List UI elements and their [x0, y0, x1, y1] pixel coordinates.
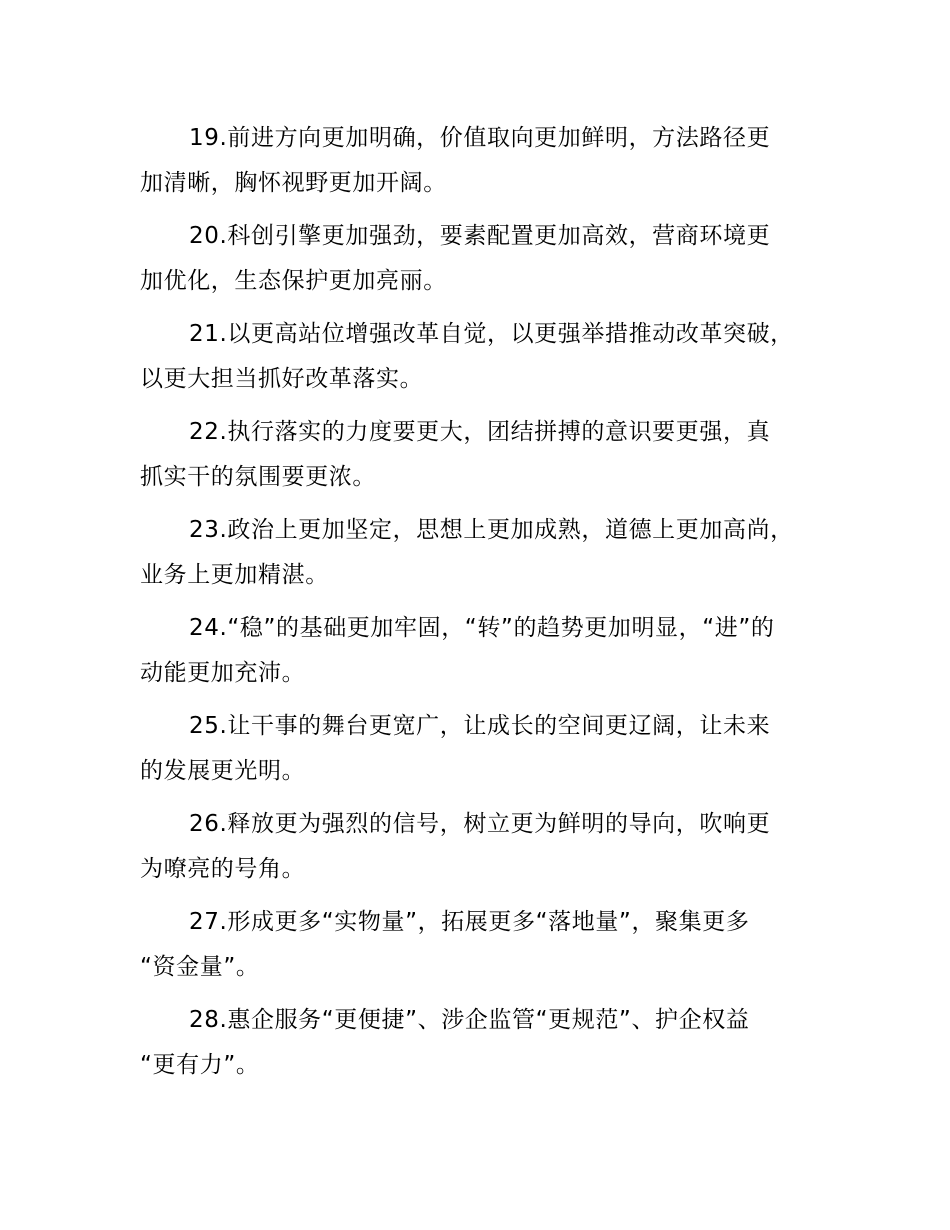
paragraph-line: 的发展更光明。 — [140, 758, 306, 784]
paragraph-28 — [140, 998, 834, 1088]
paragraph-22 — [140, 410, 834, 500]
paragraph-20 — [140, 214, 834, 304]
paragraph-26 — [140, 802, 834, 892]
paragraph-line: 20.科创引擎更加强劲，要素配置更加高效，营商环境更 — [189, 223, 771, 249]
paragraph-line: 28.惠企服务“更便捷”、涉企监管“更规范”、护企权益 — [189, 1007, 750, 1033]
paragraph-line: 23.政治上更加坚定，思想上更加成熟，道德上更加高尚， — [189, 517, 794, 543]
paragraph-25 — [140, 704, 834, 794]
paragraph-23 — [140, 508, 834, 598]
paragraph-line: 加优化，生态保护更加亮丽。 — [140, 268, 447, 294]
paragraph-line: 26.释放更为强烈的信号，树立更为鲜明的导向，吹响更 — [189, 811, 771, 837]
paragraph-line: “资金量”。 — [140, 954, 260, 980]
paragraph-line: 为嘹亮的号角。 — [140, 856, 306, 882]
paragraph-line: 抓实干的氛围要更浓。 — [140, 464, 376, 490]
paragraph-line: 24.“稳”的基础更加牢固，“转”的趋势更加明显，“进”的 — [189, 615, 775, 641]
paragraph-21 — [140, 312, 834, 402]
paragraph-line: 动能更加充沛。 — [140, 660, 306, 686]
paragraph-line: 27.形成更多“实物量”，拓展更多“落地量”，聚集更多 — [189, 909, 750, 935]
paragraph-line: 业务上更加精湛。 — [140, 562, 329, 588]
paragraph-line: 21.以更高站位增强改革自觉，以更强举措推动改革突破， — [189, 321, 794, 347]
paragraph-line: “更有力”。 — [140, 1052, 260, 1078]
paragraph-24 — [140, 606, 834, 696]
paragraph-line: 加清晰，胸怀视野更加开阔。 — [140, 170, 447, 196]
paragraph-line: 25.让干事的舞台更宽广，让成长的空间更辽阔，让未来 — [189, 713, 771, 739]
document-body — [140, 116, 834, 1096]
paragraph-line: 以更大担当抓好改革落实。 — [140, 366, 424, 392]
paragraph-27 — [140, 900, 834, 990]
paragraph-line: 22.执行落实的力度要更大，团结拼搏的意识要更强，真 — [189, 419, 771, 445]
paragraph-line: 19.前进方向更加明确，价值取向更加鲜明，方法路径更 — [189, 125, 771, 151]
paragraph-19 — [140, 116, 834, 206]
